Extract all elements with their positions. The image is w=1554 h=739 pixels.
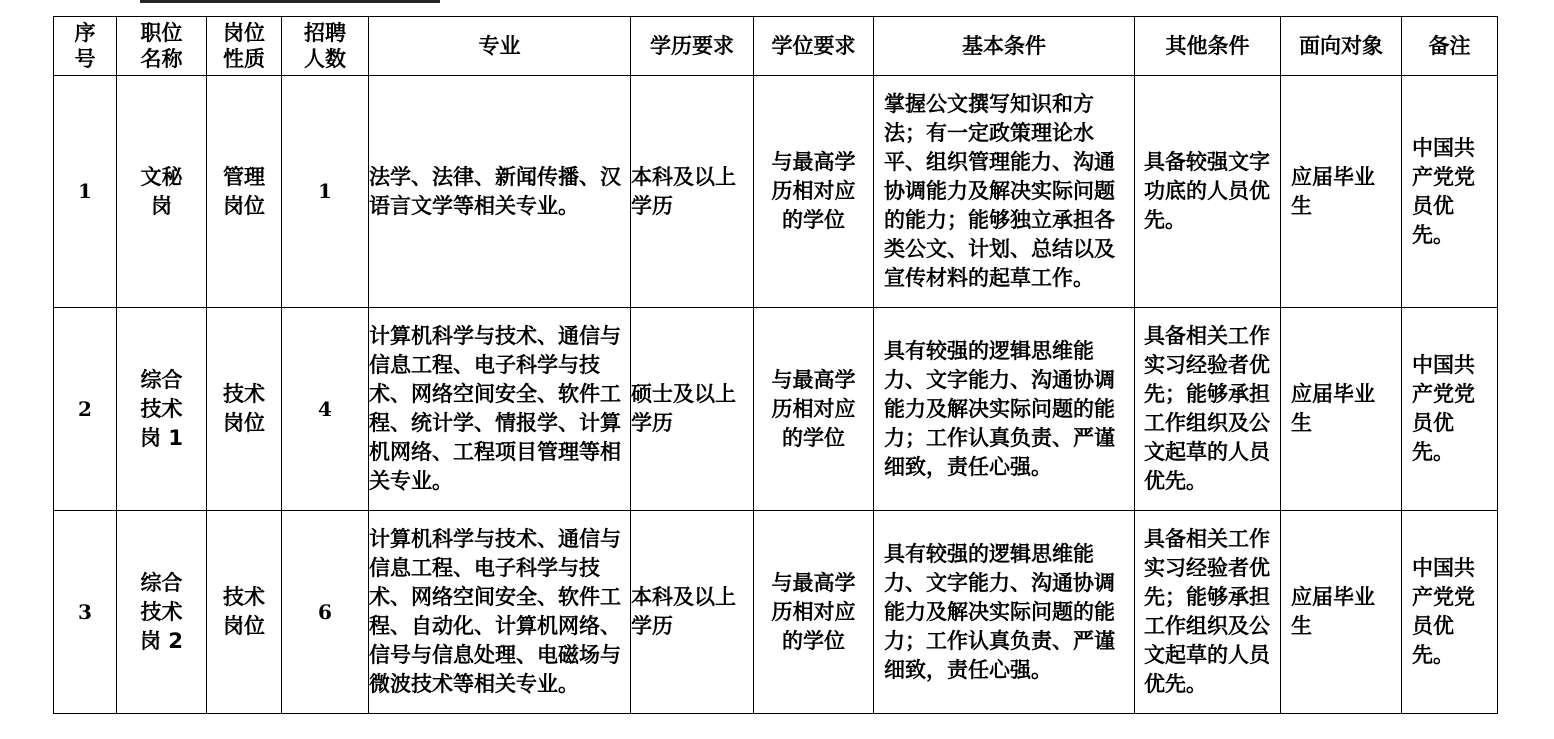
row-education: 本科及以上学历 — [631, 76, 754, 308]
row-major: 计算机科学与技术、通信与信息工程、电子科学与技术、网络空间安全、软件工程、统计学、情报学、计算机网络、工程项目管理等相关专业。 — [369, 308, 631, 511]
row-position-type: 技术岗位 — [207, 308, 282, 511]
row-position-type: 技术岗位 — [207, 511, 282, 714]
header-note: 备注 — [1402, 17, 1498, 76]
row-position-name: 文秘岗 — [117, 76, 207, 308]
row-other: 具备相关工作实习经验者优先；能够承担工作组织及公文起草的人员优先。 — [1135, 511, 1281, 714]
header-major: 专业 — [369, 17, 631, 76]
row-seq: 3 — [54, 511, 117, 714]
header-basic: 基本条件 — [874, 17, 1135, 76]
row-note: 中国共产党党员优先。 — [1402, 511, 1498, 714]
header-education: 学历要求 — [631, 17, 754, 76]
header-target: 面向对象 — [1281, 17, 1402, 76]
row-other: 具备较强文字功底的人员优先。 — [1135, 76, 1281, 308]
row-basic: 具有较强的逻辑思维能力、文字能力、沟通协调能力及解决实际问题的能力；工作认真负责、严谨细致，责任心强。 — [874, 511, 1135, 714]
row-headcount: 1 — [282, 76, 369, 308]
header-seq: 序号 — [54, 17, 117, 76]
row-target: 应届毕业生 — [1281, 308, 1402, 511]
row-education: 硕士及以上学历 — [631, 308, 754, 511]
row-note: 中国共产党党员优先。 — [1402, 76, 1498, 308]
row-headcount: 6 — [282, 511, 369, 714]
table-row — [54, 511, 1498, 714]
row-other: 具备相关工作实习经验者优先；能够承担工作组织及公文起草的人员优先。 — [1135, 308, 1281, 511]
recruitment-table — [53, 16, 1498, 714]
row-degree: 与最高学历相对应的学位 — [754, 76, 874, 308]
row-major: 法学、法律、新闻传播、汉语言文学等相关专业。 — [369, 76, 631, 308]
header-position-type: 岗位性质 — [207, 17, 282, 76]
table-row — [54, 76, 1498, 308]
header-headcount: 招聘人数 — [282, 17, 369, 76]
row-target: 应届毕业生 — [1281, 511, 1402, 714]
cropped-title-remnant — [140, 0, 440, 3]
header-position-name: 职位名称 — [117, 17, 207, 76]
table-row — [54, 308, 1498, 511]
row-basic: 具有较强的逻辑思维能力、文字能力、沟通协调能力及解决实际问题的能力；工作认真负责、严谨细致，责任心强。 — [874, 308, 1135, 511]
row-position-type: 管理岗位 — [207, 76, 282, 308]
row-seq: 1 — [54, 76, 117, 308]
row-major: 计算机科学与技术、通信与信息工程、电子科学与技术、网络空间安全、软件工程、自动化、计算机网络、信号与信息处理、电磁场与微波技术等相关专业。 — [369, 511, 631, 714]
row-target: 应届毕业生 — [1281, 76, 1402, 308]
row-education: 本科及以上学历 — [631, 511, 754, 714]
header-row — [54, 17, 1498, 76]
row-seq: 2 — [54, 308, 117, 511]
header-other: 其他条件 — [1135, 17, 1281, 76]
row-basic: 掌握公文撰写知识和方法；有一定政策理论水平、组织管理能力、沟通协调能力及解决实际问题的能力；能够独立承担各类公文、计划、总结以及宣传材料的起草工作。 — [874, 76, 1135, 308]
row-degree: 与最高学历相对应的学位 — [754, 511, 874, 714]
header-degree: 学位要求 — [754, 17, 874, 76]
row-position-name: 综合技术岗 1 — [117, 308, 207, 511]
row-degree: 与最高学历相对应的学位 — [754, 308, 874, 511]
row-note: 中国共产党党员优先。 — [1402, 308, 1498, 511]
row-position-name: 综合技术岗 2 — [117, 511, 207, 714]
row-headcount: 4 — [282, 308, 369, 511]
